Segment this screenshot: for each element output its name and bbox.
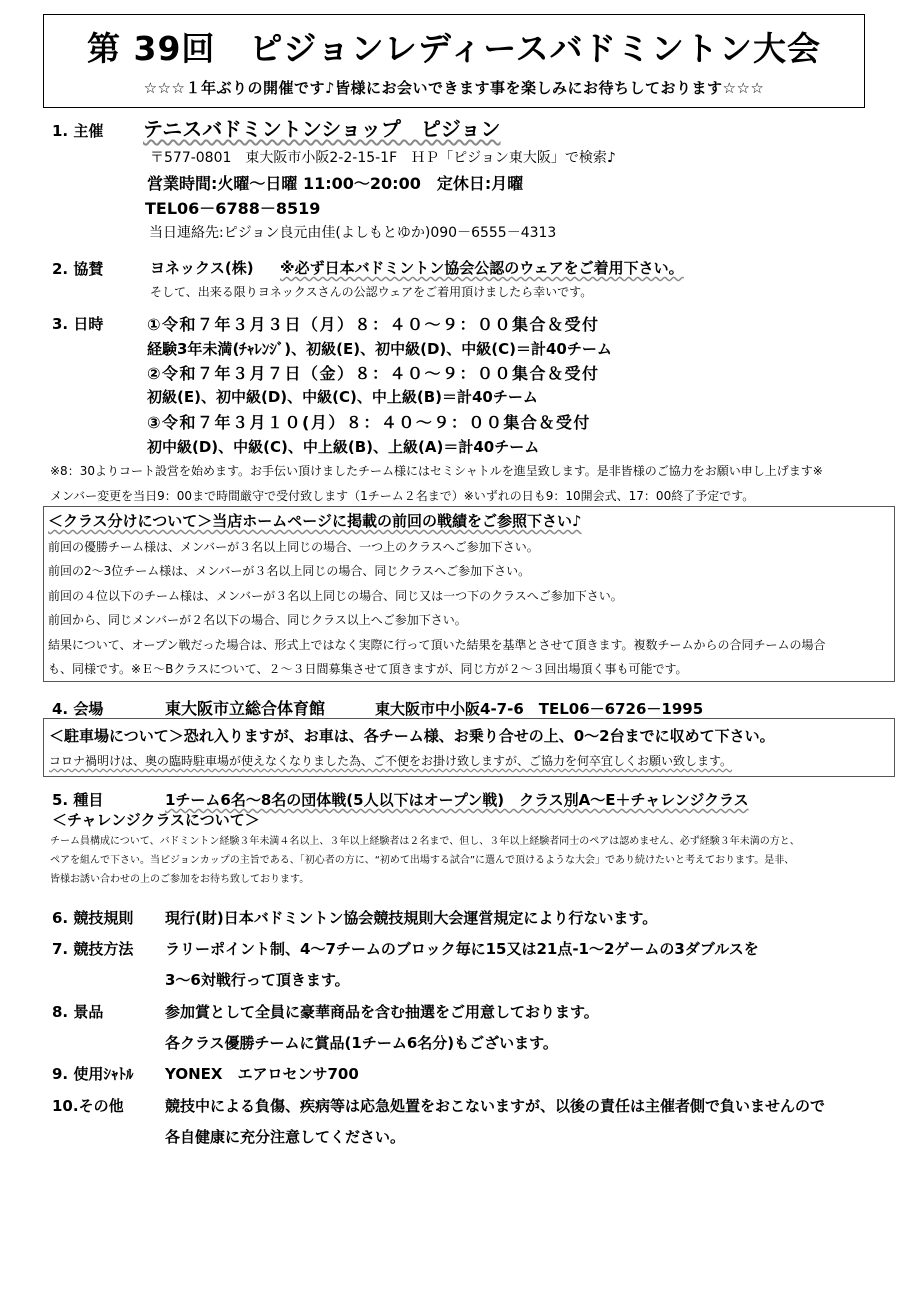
sponsor-name: ヨネックス(株) [150, 259, 254, 277]
method-line: 3～6対戦行って頂きます。 [165, 971, 350, 989]
page-title: 第 39回 ピジョンレディースバドミントン大会 [87, 29, 821, 68]
schedule-note-1: ※8：30よりコート設営を始めます。お手伝い頂けましたチーム様にはセミシャトルを進呈致します。是非皆様のご協力をお願い申し上げます※ [50, 464, 823, 478]
sponsor-note: ※必ず日本バドミントン協会公認のウェアをご着用下さい。 [280, 259, 684, 277]
method-line: ラリーポイント制、4～7チームのブロック毎に15又は21点-1～2ゲームの3ダブルスを [165, 940, 759, 958]
venue-name: 東大阪市立総合体育館 [165, 699, 326, 718]
venue-label: 4. 会場 [52, 700, 104, 718]
challenge-line: ペアを組んで下さい。当ピジョンカップの主旨である、「初心者の方に、“初めて出場する試合”に選んで頂けるような大会」であり続けたいと考えております。是非、 [50, 855, 795, 866]
class-info-line: 前回の優勝チーム様は、メンバーが３名以上同じの場合、一つ上のクラスへご参加下さい。 [48, 540, 539, 554]
page-subtitle: ☆☆☆１年ぶりの開催です♪皆様にお会いできます事を楽しみにお待ちしております☆☆☆ [143, 79, 765, 97]
parking-info-box [43, 718, 895, 777]
class-info-line: 前回の４位以下のチーム様は、メンバーが３名以上同じの場合、同じ又は一つ下のクラスへご参加下さい。 [48, 589, 623, 603]
organizer-label: 1. 主催 [52, 122, 104, 140]
rules-text: 現行(財)日本バドミントン協会競技規則大会運営規定により行ないます。 [165, 909, 658, 927]
class-info-box [43, 506, 895, 682]
other-label: 10.その他 [52, 1097, 124, 1115]
schedule-day2: ②令和７年３月７日（金）８：４０～９：００集合＆受付 [147, 364, 600, 383]
class-info-line: も、同様です。※Ｅ～Bクラスについて、２～３日間募集させて頂きますが、同じ方が２～３回出場頂く事も可能です。 [48, 662, 688, 676]
schedule-day2-classes: 初級(E)、初中級(D)、中級(C)、中上級(B)＝計40チーム [147, 388, 538, 406]
parking-heading: ＜駐車場について＞恐れ入りますが、お車は、各チーム様、お乗り合せの上、0～2台までに収めて下さい。 [49, 727, 775, 745]
prize-line: 各クラス優勝チームに賞品(1チーム6名分)もございます。 [165, 1034, 558, 1052]
schedule-note-2: メンバー変更を当日9：00まで時間厳守で受付致します（1チーム２名まで）※いずれの日も9：10開会式、17：00終了予定です。 [50, 489, 755, 503]
shuttle-label: 9. 使用ｼｬﾄﾙ [52, 1065, 134, 1083]
parking-note: コロナ禍明けは、奥の臨時駐車場が使えなくなりました為、ご不便をお掛け致しますが、ご協力を何卒宜しくお願い致します。 [49, 754, 733, 768]
organizer-tel: TEL06－6788－8519 [145, 199, 321, 218]
class-info-heading: ＜クラス分けについて＞当店ホームページに掲載の前回の戦績をご参照下さい♪ [48, 512, 582, 530]
other-line: 各自健康に充分注意してください。 [165, 1128, 406, 1146]
class-info-line: 前回から、同じメンバーが２名以下の場合、同じクラス以上へご参加下さい。 [48, 613, 467, 627]
shuttle-text: YONEX エアロセンサ700 [165, 1065, 359, 1083]
class-info-line: 結果について、オープン戦だった場合は、形式上ではなく実際に行って頂いた結果を基準とさせて頂きます。複数チームからの合同チームの場合 [48, 638, 826, 652]
rules-label: 6. 競技規則 [52, 909, 134, 927]
schedule-day3-classes: 初中級(D)、中級(C)、中上級(B)、上級(A)＝計40チーム [147, 438, 540, 456]
prize-label: 8. 景品 [52, 1003, 104, 1021]
organizer-address: 〒577-0801 東大阪市小阪2-2-15-1F ＨＰ「ピジョン東大阪」で検索♪ [150, 150, 616, 166]
schedule-day1-classes: 経験3年未満(ﾁｬﾚﾝｼﾞ)、初級(E)、初中級(D)、中級(C)＝計40チーム [147, 340, 612, 358]
sponsor-label: 2. 協賛 [52, 260, 104, 278]
organizer-name: テニスバドミントンショップ ピジョン [143, 117, 501, 141]
title-box [43, 14, 865, 108]
venue-address: 東大阪市中小阪4-7-6 TEL06－6726－1995 [375, 700, 704, 718]
challenge-line: チーム員構成について、バドミントン経験３年未満４名以上、３年以上経験者は２名まで、但し、３年以上経験者同士のペアは認めません、必ず経験３年未満の方と、 [50, 836, 800, 847]
schedule-day1: ①令和７年３月３日（月）８：４０～９：００集合＆受付 [147, 315, 600, 334]
class-info-line: 前回の2～3位チーム様は、メンバーが３名以上同じの場合、同じクラスへご参加下さい。 [48, 564, 531, 578]
schedule-label: 3. 日時 [52, 315, 104, 333]
organizer-contact: 当日連絡先:ピジョン良元由佳(よしもとゆか)090－6555－4313 [149, 225, 557, 241]
schedule-day3: ③令和７年３月１０(月）８：４０～９：００集合＆受付 [147, 413, 591, 432]
event-label: 5. 種目 [52, 791, 104, 809]
other-line: 競技中による負傷、疾病等は応急処置をおこないますが、以後の責任は主催者側で負いませんので [165, 1097, 826, 1115]
method-label: 7. 競技方法 [52, 940, 134, 958]
prize-line: 参加賞として全員に豪華商品を含む抽選をご用意しております。 [165, 1003, 599, 1021]
challenge-line: 皆様お誘い合わせの上のご参加をお待ち致しております。 [50, 874, 310, 885]
challenge-heading: ＜チャレンジクラスについて＞ [52, 811, 260, 829]
sponsor-note2: そして、出来る限りヨネックスさんの公認ウェアをご着用頂けましたら幸いです。 [150, 285, 593, 299]
event-text: 1チーム6名～8名の団体戦(5人以下はオープン戦) クラス別A～E＋チャレンジクラス [165, 791, 749, 809]
organizer-hours: 営業時間:火曜～日曜 11:00～20:00 定休日:月曜 [147, 174, 524, 193]
